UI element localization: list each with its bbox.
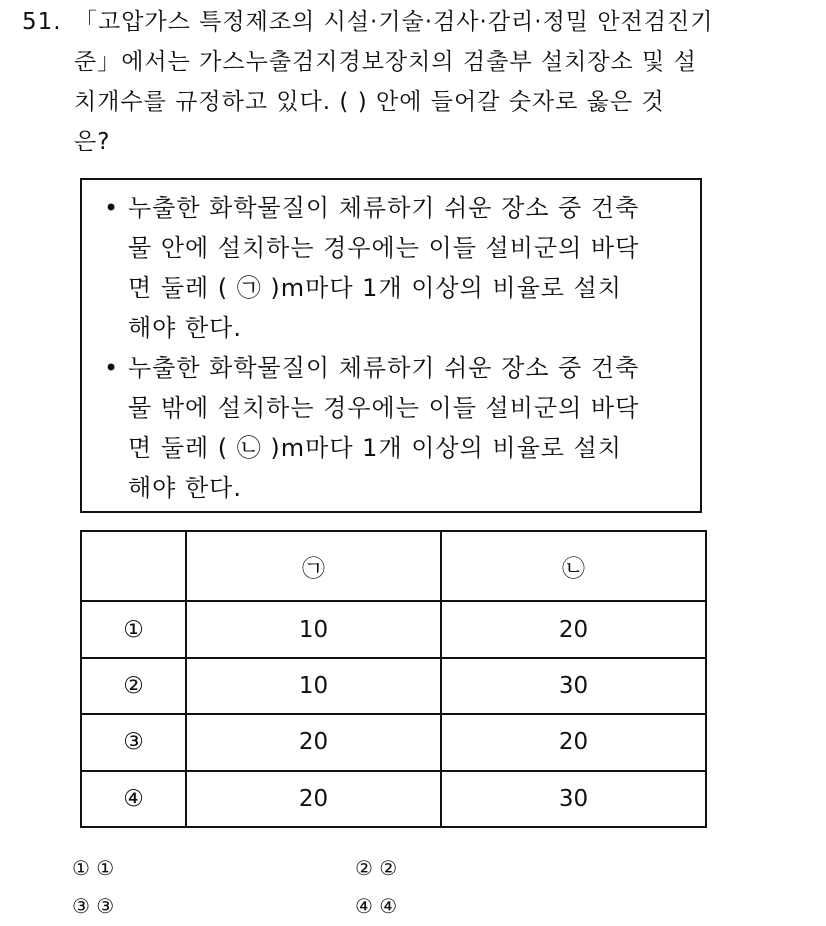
- choice-text: ④: [379, 894, 398, 918]
- choice-4[interactable]: [355, 886, 397, 926]
- question-line-2: 준」에서는 가스누출검지경보장치의 검출부 설치장소 및 설: [74, 49, 697, 75]
- condition-line: 누출한 화학물질이 체류하기 쉬운 장소 중 건축: [128, 194, 640, 222]
- condition-line: 누출한 화학물질이 체류하기 쉬운 장소 중 건축: [128, 354, 640, 382]
- condition-box: [80, 178, 702, 513]
- condition-item-outdoor: [102, 348, 690, 508]
- table-cell: 30: [441, 771, 706, 827]
- condition-line: 면 둘레 ( ㉠ )m마다 1개 이상의 비율로 설치: [128, 274, 622, 302]
- table-cell: 20: [186, 714, 441, 770]
- question-line-4: 은?: [74, 129, 111, 155]
- table-header-row: [81, 531, 706, 601]
- table-row: [81, 714, 706, 770]
- bullet-icon: •: [104, 194, 119, 222]
- choice-marker: ①: [72, 856, 90, 880]
- table-cell: 10: [186, 601, 441, 657]
- table-cell: ④: [81, 771, 186, 827]
- question-text: [22, 2, 812, 162]
- table-cell: 20: [441, 714, 706, 770]
- choice-marker: ③: [72, 894, 90, 918]
- table-header-cell: [81, 531, 186, 601]
- answer-table: [80, 530, 707, 828]
- table-header-cell: ㉠: [186, 531, 441, 601]
- table-cell: ②: [81, 658, 186, 714]
- table-cell: 30: [441, 658, 706, 714]
- question-number: 51.: [22, 9, 62, 35]
- choice-marker: ④: [355, 894, 373, 918]
- table-cell: 10: [186, 658, 441, 714]
- table-row: [81, 601, 706, 657]
- condition-line: 해야 한다.: [128, 314, 242, 342]
- question-line-3: 치개수를 규정하고 있다. ( ) 안에 들어갈 숫자로 옳은 것: [74, 89, 665, 115]
- choice-text: ②: [379, 856, 398, 880]
- choice-1[interactable]: [72, 848, 114, 888]
- table-row: [81, 658, 706, 714]
- condition-item-indoor: [102, 188, 690, 348]
- choice-3[interactable]: [72, 886, 114, 926]
- table-cell: ③: [81, 714, 186, 770]
- table-row: [81, 771, 706, 827]
- choice-2[interactable]: [355, 848, 397, 888]
- condition-line: 해야 한다.: [128, 474, 242, 502]
- table-header-cell: ㉡: [441, 531, 706, 601]
- condition-line: 면 둘레 ( ㉡ )m마다 1개 이상의 비율로 설치: [128, 434, 622, 462]
- bullet-icon: •: [104, 354, 119, 382]
- choice-text: ①: [96, 856, 115, 880]
- condition-line: 물 안에 설치하는 경우에는 이들 설비군의 바닥: [128, 234, 640, 262]
- question-line-1: 51. 「고압가스 특정제조의 시설·기술·검사·감리·정밀 안전검진기: [22, 2, 812, 42]
- table-cell: 20: [441, 601, 706, 657]
- condition-line: 물 밖에 설치하는 경우에는 이들 설비군의 바닥: [128, 394, 640, 422]
- choice-text: ③: [96, 894, 115, 918]
- choice-marker: ②: [355, 856, 373, 880]
- table-cell: ①: [81, 601, 186, 657]
- table-cell: 20: [186, 771, 441, 827]
